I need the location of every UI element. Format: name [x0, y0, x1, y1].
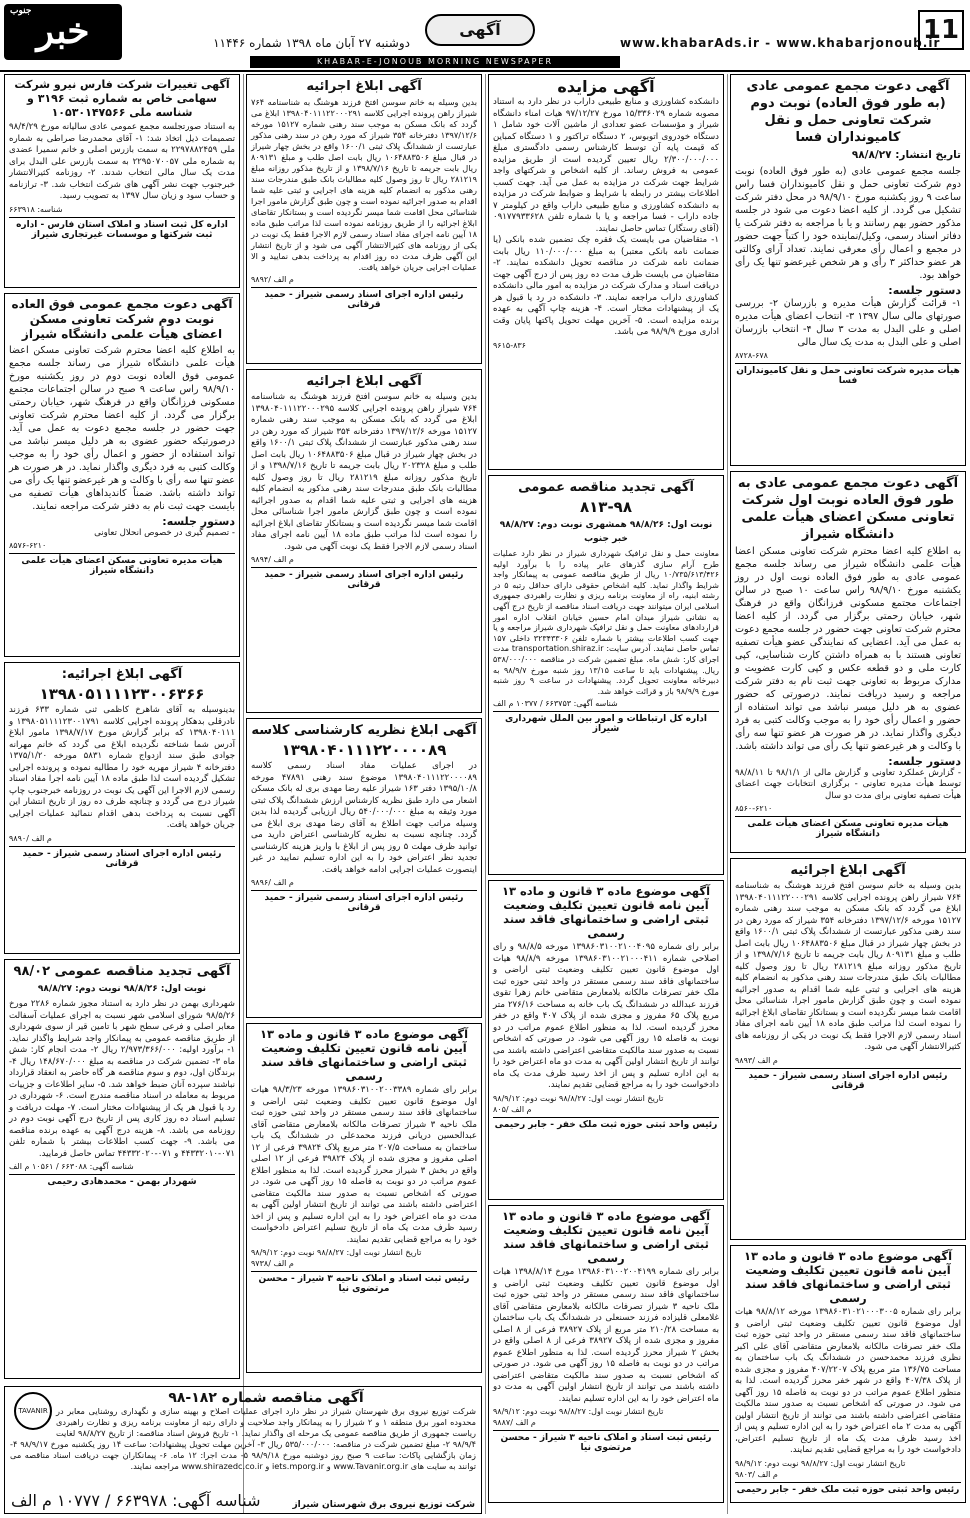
ad-body: شهرداری بهمن در نظر دارد به استناد مجوز شماره ۲۲۸۶ مورخ ۹۸/۵/۲۶ شورای اسلامی شهر نسبت به اجرای عملیات آسفالت معابر اصلی و فرعی سطح شهر با تامین قیر از سوی شهرداری از طریق مناقصه عمومی به پیمانکار واجد شرایط واگذار نماید. ۱- برآورد اولیه: ۲/۹۷۳/۳۶۶/۰۰۰ ریال ۲- مدت انجام کار: شش ماه ۳- تضمین شرکت در مناقصه به مبلغ ۱۴۸/۶۷۰/۰۰۰ ریال ۴- برندگان اول، دوم و سوم مناقصه هر گاه حاضر به انعقاد قرارداد نباشند سپرده آنان ضبط خواهد شد. ۵- سایر اطلاعات و جزییات مربوط به معامله در اسناد مناقصه مندرج است. ۶- شهرداری در رد یا قبول هر یک از پیشنهادات مختار است. ۷- مهلت دریافت و تسلیم اسناد ده روز کاری پس از تاریخ درج آگهی نوبت دوم در روزنامه می باشد. ۸- هزینه درج آگهی به عهده برنده مناقصه می باشد. ۹- جهت کسب اطلاعات بیشتر با شماره تلفن ۰۷۱-۴۴۳۳۲۰۱۰ و ۰۷۱-۴۴۳۳۲۰۲۰ تماس حاصل فرمایید.: [9, 999, 236, 1159]
ad-date: تاریخ انتشار: ۹۸/۸/۲۷: [851, 149, 961, 161]
ad-code: ۸۷۲۸-۶۷۸: [735, 350, 768, 360]
ad-property-registration: [488, 1205, 724, 1503]
ad-title: آگهی ابلاغ نظریه کارشناسی کلاسه: [251, 723, 477, 738]
column-3: [488, 74, 724, 1514]
ad-code: ۹۸۹۲/ م الف: [251, 275, 294, 284]
ad-expert-opinion: [246, 718, 482, 1018]
ad-code: ۹۸۰۳/ م الف: [735, 1469, 778, 1479]
ad-body: به اطلاع کلیه اعضا محترم شرکت تعاونی مسکن اعضا هیأت علمی دانشگاه شیراز می رساند جلسه مجمع عمومی عادی به طور فوق العاده نوبت اول در روز یکشنبه مورخ ۹۸/۹/۱۰ راس ساعت ۱۰ صبح در سالن اجتماعات مجتمع مسکونی فرزانگان واقع در فرهنگ شهر، خیابان رحمتی برگزار می گردد. از کلیه اعضا محترم شرکت تعاونی جهت حضور در جلسه مجمع دعوت به عمل می آید. اعضایی که نمایندگی عضو هیأت تصفیه تعاونی هستند با به همراه داشتن کارت شناسایی، کپی کارت ملی و دو قطعه عکس و کپی کارت عضویت و مدارک مربوط به تعاونی جهت ثبت نام به دفتر شرکت مراجعه و رسید دریافت نمایند. درصورتی که حضور عضوی به هر دلیل میسر نباشد می تواند استفاده از حضور و اعمال رأی خود را به موجب وکالت کتبی به فرد دیگری واگذار نماید. در هر صورت هر عضو تنها سه رأی با وکالت و هر غیرعضو تنها یک رأی می تواند داشته باشد.: [735, 546, 962, 752]
header-divider: [0, 70, 970, 72]
website-urls[interactable]: www.khabarAds.ir - www.khabarjonoub.ir: [620, 36, 941, 50]
ad-body: به استناد صورتجلسه مجمع عمومی عادی سالیانه مورخ ۹۸/۴/۲۹ تصمیمات ذیل اتخاذ شد: ۱- آقای محمدرضا صراطی به شماره ملی ۲۲۹۷۸۸۲۴۵۹ به سمت بازرس اصلی و خانم سمیرا عضدی به شماره ملی ۲۲۹۵۰۷۰۰۵۷ به سمت بازرس علی البدل برای مدت یک سال مالی انتخاب شدند. ۲- روزنامه کثیرالانتشار خبرجنوب جهت نشر آگهی های شرکت انتخاب شد. ۳- ترازنامه و حساب سود و زیان سال ۱۳۹۷ به تصویب رسید.: [9, 122, 235, 201]
ad-title: آگهی دعوت مجمع عمومی فوق العاده نوبت دوم شرکت تعاونی مسکن اعضای هیأت علمی دانشگاه شیراز: [11, 297, 233, 341]
column-4: [730, 74, 966, 1514]
issue-date-line: دوشنبه ۲۷ آبان ماه ۱۳۹۸ شماره ۱۱۴۴۶: [213, 36, 410, 50]
ad-signature: هیأت مدیره تعاونی مسکن اعضای هیأت علمی دانشگاه شیراز: [735, 816, 961, 839]
ad-signature: رئیس واحد ثبتی حوزه ثبت ملک خفر - جابر رحیمی: [735, 1482, 961, 1495]
tavanir-logo: TAVANIR: [14, 1392, 52, 1430]
ad-code: ۹۸۹۴/ م الف: [251, 555, 294, 564]
ad-code: ۹۸۹۳/ م الف: [735, 1055, 778, 1065]
ad-tender-renewal: [488, 475, 724, 875]
logo-text: خبر: [36, 10, 90, 52]
newspaper-subtitle: KHABAR-E-JONOUB MORNING NEWSPAPER: [250, 56, 620, 68]
ad-code: شناسه آگهی: ۶۶۳۹۷۸ / ۱۰۷۷۷ م الف: [11, 1491, 261, 1510]
ad-code: ۹۸۸۷/ م الف: [493, 1418, 536, 1427]
ad-title: آگهی موضوع ماده ۳ قانون و ماده ۱۳ آیین نامه قانون تعیین تکلیف وضعیت ثبتی اراضی و ساختمانهای فاقد سند رسمی: [501, 1209, 711, 1265]
ad-title: آگهی ابلاغ اجرائیه: [306, 79, 422, 94]
agenda-body: ۱- قرائت گزارش هیأت مدیره و بازرسان ۲- بررسی صورتهای مالی سال ۱۳۹۷ ۳- انتخاب اعضای هیأت مدیره اصلی و علی البدل به مدت ۳ سال ۴- انتخاب بازرسان اصلی و علی البدل به مدت یک سال مالی: [735, 297, 961, 348]
ad-code: ۹۷۳۸/ م الف: [251, 1259, 294, 1268]
column-2: [246, 74, 482, 1382]
ad-conditions: ۱- متقاضیان می بایست یک فقره چک تضمین شده بانکی (یا ضمانت نامه بانکی معتبر) به مبلغ ۱۱۰/۰۰۰/۰۰۰ ریال بابت ضمانت نامه شرکت در مناقصه تحویل دانشکده نمایند. ۲- متقاضیان می بایست ظرف مدت ده روز پس از درج آگهی جهت دریافت اسناد و مدارک شرکت در مزایده به امور مالی دانشکده کشاورزی داراب مراجعه نمایند. ۳- دانشکده در رد یا قبول هر یک از پیشنهادات مختار است. ۴- هزینه چاپ آگهی به عهده برنده مزایده است. ۵- آخرین مهلت تحویل پاکتها پایان وقت اداری مورخ ۹۸/۹/۹ می باشد.: [493, 235, 719, 337]
ad-dates: نوبت اول: ۹۸/۸/۲۶ نوبت دوم: ۹۸/۸/۲۷: [37, 984, 207, 994]
ad-code: ۹۶۱۵-۸۳۶: [493, 340, 526, 350]
ad-title: آگهی دعوت مجمع عمومی عادی (به طور فوق العاده) نوبت دوم شرکت تعاونی حمل و نقل کامیونداران فسا: [746, 79, 950, 145]
ad-title: آگهی ابلاغ اجرائیه:: [61, 667, 183, 682]
column-divider: [485, 74, 486, 1514]
ad-execution-notice: [246, 74, 482, 364]
newspaper-header: [0, 0, 970, 72]
ad-code: شناسه: ۶۶۳۹۱۸: [9, 204, 63, 214]
ad-title: آگهی موضوع ماده ۳ قانون و ماده ۱۳ آیین نامه قانون تعیین تکلیف وضعیت ثبتی اراضی و ساختمانهای فاقد سند رسمی: [259, 1027, 469, 1083]
column-1: [4, 74, 240, 1382]
ad-extraordinary-assembly: [4, 293, 240, 657]
ad-dates: نوبت اول: ۹۸/۸/۲۶ همشهری نوبت دوم: ۹۸/۸/۲۷ خبر جنوب: [499, 520, 713, 544]
ad-signature: رئیس ثبت اسناد و املاک ناحیه ۳ شیراز - محسن مرتضوی نیا: [251, 1271, 477, 1294]
column-divider: [727, 74, 728, 1514]
agenda-title: دستور جلسه:: [888, 284, 961, 297]
ad-code: شناسه آگهی: ۶۶۳۰۸۸ / ۱۰۵۶۱ م الف: [9, 1162, 134, 1171]
ad-code: شناسه آگهی: ۶۶۳۷۵۳ / ۱۰۳۷۷ م الف: [493, 699, 618, 709]
ad-title: آگهی موضوع ماده ۳ قانون و ماده ۱۳ آیین نامه قانون تعیین تکلیف وضعیت ثبتی اراضی و ساختمانهای فاقد سند رسمی: [743, 1249, 953, 1305]
ad-title: آگهی تجدید مناقصه عمومی: [518, 480, 694, 495]
tender-number: ۸۱۳-۹۸: [579, 498, 632, 516]
agenda-title: دستور جلسه:: [888, 755, 961, 768]
ad-body: برابر رای شماره ۱۳۹۸۶۰۳۱۰۰۲۰۰۴۱۹۹ مورخ ۱۳۹۸/۸/۱۴ هیات اول موضوع قانون تعیین تکلیف وضعیت ثبتی اراضی و ساختمانهای فاقد سند رسمی مستقر در واحد ثبتی حوزه ثبت ملک ناحیه ۳ شیراز تصرفات مالکانه بلامعارض متقاضی آقای غلامعلی قلیزاده فرزند حسنعلی در ششدانگ یک باب ساختمان به مساحت ۲۱۰/۲۸ متر مربع از پلاک ۳۸۹۲۷ فرعی از ۸ اصلی مفروز و مجزی شده از پلاک ۳۸۹۲۷ فرعی از ۸ اصلی واقع در بخش ۲ شیراز محرز گردیده است. لذا به منظور اطلاع عموم مراتب در دو نوبت به فاصله ۱۵ روز آگهی می شود. در صورتی که اشخاص نسبت به صدور سند مالکیت متقاضی اعتراضی داشته باشند می توانند از تاریخ انتشار اولین آگهی به مدت دو ماه اعتراض خود را به این اداره تسلیم نمایند.: [493, 1267, 720, 1404]
ad-body: بدینوسیله به آقای شاهرخ کاظمی ثنی شماره ۶۳۳ فرزند نادرقلی بدهکار پرونده اجرایی کلاسه ۱۳۹۸۰۵۱۱۱۱۲۳۰۰۱۷۹۱ و ۱۳۹۸۰۴۰۱۱۱ که برابر گزارش مورخ ۱۳۹۸/۷/۱۷ مامور ابلاغ آدرس شما شناخته نگردیده ابلاغ می گردد که خانم مهرانه جوادی طبق سند ازدواج شماره ۵۸۳۱ مورخه ۱۳۷۵/۱/۲۰ دفترخانه ۴ شیراز مهریه خود را مطالبه نموده و پرونده اجرایی تشکیل گردیده است لذا طبق ماده ۱۸ آیین نامه اجرا مفاد اسناد رسمی لازم الاجرا این آگهی یک نوبت در روزنامه خبرجنوب چاپ شیراز درج می گردد و چنانچه ظرف ده روز از تاریخ انتشار این آگهی نسبت به پرداخت بدهی اقدام ننمائید عملیات اجرایی جریان خواهد یافت.: [9, 705, 236, 830]
ad-electricity-tender: [4, 1386, 482, 1514]
ad-title: آگهی تجدید مناقصه عمومی ۹۸/۰۲: [13, 964, 231, 979]
logo-subtext: جنوب: [10, 6, 32, 16]
case-number: ۱۳۹۸۰۵۱۱۱۱۲۳۰۰۶۳۶۶: [39, 685, 205, 703]
ad-signature: اداره کل ثبت اسناد و املاک استان فارس - اداره ثبت شرکتها و موسسات غیرتجاری شیراز: [9, 217, 235, 240]
ad-company-changes: [4, 74, 240, 288]
ad-title: آگهی مناقصه شماره ۱۸۲-۹۸: [168, 1390, 364, 1406]
section-badge: آگهی: [425, 14, 535, 46]
ad-body: دانشکده کشاورزی و منابع طبیعی داراب در نظر دارد به استناد مصوبه شماره ۱۵/۳۳۶۰۲۹ مورخ ۹۷/۱۲/۲۷ هیات امناء دانشگاه شیراز و مؤسسات عضو تعدادی از ماشین آلات خود شامل ۱ دستگاه خودروی اتوبوس، ۲ دستگاه تراکتور و ۱ دستگاه کمباین که قیمت پایه آن توسط کارشناس رسمی دادگستری مبلغ ۲/۳۰۰/۰۰۰/۰۰۰ ریال تعیین گردیده است از طریق مزایده عمومی به فروش رساند. از کلیه اشخاص و شرکتهای واجد شرایط جهت شرکت در مزایده به عمل می آید. جهت کسب اطلاعات بیشتر در رابطه با شرایط و ضوابط شرکت در مزایده به دانشکده کشاورزی و منابع طبیعی داراب واقع در کیلومتر ۷ جاده داراب - فسا مراجعه و یا با شماره تلفن ۰۹۱۷۷۹۳۳۶۲۸ (آقای رستگار) تماس حاصل نمایند.: [493, 97, 719, 234]
ad-signature: رئیس ثبت اسناد و املاک ناحیه ۳ شیراز - محسن مرتضوی نیا: [493, 1430, 719, 1453]
ad-signature: شهردار بهمن - محمدهادی رحیمی: [9, 1174, 235, 1187]
ad-body: بدین وسیله به خانم سوسن افتخ فرزند هوشنگ به شناسنامه ۷۶۴ شیراز راهن پرونده اجرایی کلاسه ۱۳۹۸۰۴۰۱۱۱۲۲۰۰۰۲۹۱ ابلاغ می گردد که بانک مسکن به موجب سند رهنی شماره ۱۵۱۲۷ مورخه ۱۳۹۷/۱۲/۶ دفترخانه ۳۵۴ شیراز که مورد رهن در سند رهنی مذکور عبارتست از ششدانگ پلاک ثبتی ۱۶۰۰/۱ واقع در بخش چهار شیراز در قبال مبلغ ۱۰۶۴۸۸۳۵۰۶ ریال بابت اصل طلب و مبلغ ۸۰۹۱۳۱ ریال بابت جریمه تا تاریخ ۱۳۹۸/۷/۱۶ و از تاریخ مذکور روزانه مبلغ ۲۸۱۲۱۹ ریال تا روز وصول کلیه مطالبات بانک طبق مندرجات سند رهنی مذکور به انضمام کلیه هزینه های اجرایی و ثبتی علیه شما اقدام به صدور اجرائیه نموده است و چون طبق گزارش مامور اجرا شناسائی محل اقامت شما میسر نگردیده است و بستانکار تقاضای ابلاغ اجرائیه را از طریق روزنامه نموده است لذا مراتب طبق ماده ۱۸ آیین نامه اجرای مفاد اسناد رسمی لازم الاجرا فقط یک نوبت در یکی از روزنامه های کثیرالانتشار آگهی می شود و از تاریخ انتشار این آگهی ظرف مدت ده روز اقدام به پرداخت بدهی نمایید و الا عملیات اجرایی جریان خواهد یافت.: [251, 97, 478, 272]
ad-title: آگهی تغییرات شرکت فارس نیرو شرکت سهامی خاص به شماره ثبت ۳۱۹۶ و شناسه ملی ۱۰۵۳۰۱۴۷۵۶۶: [14, 78, 230, 119]
ad-body: جلسه مجمع عمومی عادی (به طور فوق العاده) نوبت دوم شرکت تعاونی حمل و نقل کامیونداران فسا راس ساعت ۹ روز یکشنبه مورخ ۹۸/۹/۱۰ در محل دفتر شرکت تشکیل می گردد. از کلیه اعضا دعوت می شود در جلسه مذکور حضور بهم رسانند و یا با مراجعه به دفتر شرکت یا دفاتر اسناد رسمی، وکیل/نماینده خود را کتباً جهت حضور در مجمع و اعمال رأی معرفی نمایند. تعداد آرای وکالتی هر عضو حداکثر ۳ رأی و هر شخص غیرعضو تنها یک رأی خواهد بود.: [735, 166, 962, 281]
ad-signature: رئیس اداره اجرای اسناد رسمی شیراز - حمید قرقانی: [9, 846, 235, 869]
ad-title: آگهی دعوت مجمع عمومی عادی به طور فوق العاده نوبت اول شرکت تعاونی مسکن اعضای هیأت علمی دانشگاه شیراز: [737, 476, 959, 542]
ad-assembly-invitation-fasa: [730, 74, 966, 466]
ad-body: برابر رای شماره ۱۳۹۸۶۰۳۱۰۰۲۰۰۳۳۸۹ مورخه ۹۸/۳/۲۳ هیات اول موضوع قانون تعیین تکلیف وضعیت ثبتی اراضی و ساختمانهای فاقد سند رسمی مستقر در واحد ثبتی حوزه ثبت ملک ناحیه ۳ شیراز تصرفات مالکانه بلامعارض متقاضی آقای عبدالحسین دریانی فرزند محمدعلی در ششدانگ یک باب ساختمان به مساحت ۲۰۷/۵ متر مربع پلاک ۳۹۸۲۴ فرعی از ۱۲ اصلی مفروز و مجزی شده از پلاک ۳۹۸۲۴ فرعی از ۱۲ اصلی واقع در بخش ۳ شیراز محرز گردیده است. لذا به منظور اطلاع عموم مراتب در دو نوبت به فاصله ۱۵ روز آگهی می شود. در صورتی که اشخاص نسبت به صدور سند مالکیت متقاضی اعتراضی داشته باشند می توانند از تاریخ انتشار اولین آگهی به مدت دو ماه اعتراض خود را به این اداره تسلیم و پس از اخذ رسید ظرف مدت یک ماه از تاریخ تسلیم اعتراض دادخواست خود را به مراجع قضایی تقدیم نمایند.: [251, 1085, 478, 1245]
ad-title: آگهی ابلاغ اجرائیه: [790, 863, 906, 878]
ad-signature: شرکت توزیع نیروی برق شهرستان شیراز: [292, 1500, 475, 1510]
ad-dates: تاریخ انتشار نوبت اول: ۹۸/۸/۲۷ نوبت دوم: ۹۸/۹/۱۲: [735, 1458, 906, 1468]
case-number: ۱۳۹۸۰۴۰۱۱۱۲۲۰۰۰۰۸۹: [281, 741, 447, 759]
column-divider: [243, 74, 244, 1514]
ad-auction: [488, 74, 724, 470]
ad-code: ۸۰۵/ م الف: [493, 1104, 532, 1114]
ad-signature: رئیس اداره اجرای اسناد رسمی شیراز - حمید قرقانی: [251, 567, 477, 590]
ad-code: ۸۵۶۰-۶۲۱۰: [735, 804, 773, 813]
ad-body: معاونت حمل و نقل ترافیک شهرداری شیراز در نظر دارد عملیات طرح آرام سازی گذرهای عابر پیاده را با برآورد اولیه ۱۰/۷۳۵/۶۱۳/۴۲۶ ریال از طریق مناقصه عمومی به پیمانکار واجد شرایط واگذار نماید. کلیه اشخاص حقوقی دارای حداقل رتبه ۵ در رشته ابنیه، راه از معاونت برنامه ریزی و نظارت راهبردی جمهوری اسلامی ایران میتوانند جهت دریافت اسناد مناقصه از تاریخ درج آگهی به نشانی شیراز میدان امام حسین خیابان انقلاب اداره امور قراردادهای معاونت حمل و نقل ترافیک شهرداری شیراز مراجعه و یا جهت کسب اطلاعات بیشتر با شماره تلفن ۳۲۳۴۳۳۰۶ داخلی ۱۵۷ تماس حاصل نمایند. آدرس سایت: transportation.shiraz.ir مدت اجرای کار: شش ماه. مبلغ تضمین شرکت در مناقصه ۵۳۸/۰۰۰/۰۰۰ ریال. پیشنهادات باید تا ساعت ۱۳/۱۵ روز شنبه مورخ ۹۸/۹/۷ به دبیرخانه معاونت تحویل گردد. پیشنهادات در ساعت ۹ روز شنبه مورخ ۹۸/۹/۹ باز و قرائت خواهد شد.: [493, 549, 720, 696]
ad-signature: هیأت مدیره تعاونی مسکن اعضای هیأت علمی دانشگاه شیراز: [9, 553, 235, 576]
ad-body: در اجرای عملیات مفاد اسناد رسمی کلاسه ۱۳۹۸۰۴۰۱۱۱۲۲۰۰۰۰۸۹ موضوع سند رهنی ۴۷۸۹۱ مورخه ۱۳۹۵/۱۰/۸ دفتر ۱۶۳ شیراز علیه رضا مهدی بری له بانک مسکن اشعار می دارد طبق نظریه کارشناس ارزش ششدانگ پلاک ثبتی مورد وثیقه به مبلغ ۵۴۰/۰۰۰/۰۰۰ ریال ارزیابی گردیده لذا بدین وسیله مراتب جهت اطلاع به آقای رضا مهدی بری ابلاغ می گردد. چنانچه نسبت به نظریه کارشناسی اعتراض دارید می توانید ظرف مهلت ۵ روز پس از ابلاغ با واریز هزینه کارشناسی تجدید نظر اعتراض خود را به این اداره تسلیم نمایید در غیر اینصورت عملیات اجرایی ادامه خواهد یافت.: [251, 761, 478, 875]
newspaper-logo: [4, 4, 122, 60]
agenda-title: دستور جلسه:: [162, 515, 235, 528]
ad-assembly-invitation-housing: [730, 471, 966, 853]
ad-dates: تاریخ انتشار نوبت اول: ۹۸/۸/۲۷ نوبت دوم: ۹۸/۹/۱۲: [251, 1248, 422, 1257]
page-number: 11: [918, 10, 964, 50]
agenda-body: - تصمیم گیری در خصوص انحلال تعاونی: [94, 527, 235, 538]
ad-signature: اداره کل ارتباطات و امور بین الملل شهرداری شیراز: [493, 711, 719, 734]
ad-execution-notice: [4, 662, 240, 954]
ad-property-registration: [488, 880, 724, 1200]
ad-signature: رئیس واحد ثبتی حوزه ثبت ملک خفر - جابر رحیمی: [493, 1117, 719, 1130]
ad-property-registration: [730, 1245, 966, 1503]
agenda-body: - گزارش عملکرد تعاونی و گزارش مالی از ۹۸/۱/۱ تا ۹۸/۸/۱۱ توسط هیأت مدیره تعاونی - برگزاری انتخابات جهت اعضای هیأت تصفیه تعاونی برای مدت دو سال: [735, 767, 962, 801]
ad-title: آگهی موضوع ماده ۳ قانون و ماده ۱۳ آیین نامه قانون تعیین تکلیف وضعیت ثبتی اراضی و ساختمانهای فاقد سند رسمی: [501, 884, 711, 940]
ad-code: ۸۵۷۶-۶۲۱۰: [9, 541, 47, 550]
ad-execution-notice: [246, 369, 482, 713]
ad-title: آگهی مزایده: [557, 77, 655, 96]
ad-body: برابر رای شماره ۱۳۹۸۶۰۳۱۰۲۱۰۰۰۳۰۰۵ مورخه ۹۸/۸/۱۲ هیات اول موضوع قانون تعیین تکلیف وضعیت ثبتی اراضی و ساختمانهای فاقد سند رسمی مستقر در واحد ثبتی حوزه ثبت ملک خفر تصرفات مالکانه بلامعارض متقاضی آقای علی اکبر نظری فرزند محمدحسن در ششدانگ یک باب ساختمان به مساحت ۱۳۶/۷۵ متر مربع پلاک ۴۰۷/۲۲۰۷ مفروز و مجزی شده از پلاک ۴۰۷/۳۸ واقع در شهر خفر محرز گردیده است. لذا به منظور اطلاع عموم مراتب در دو نوبت به فاصله ۱۵ روز آگهی می شود. در صورتی که اشخاص نسبت به صدور سند مالکیت متقاضی اعتراضی داشته باشند می توانند از تاریخ انتشار اولین آگهی به مدت ۲ ماه اعتراض خود را به این اداره تسلیم و پس از اخذ رسید ظرف مدت یک ماه از تاریخ تسلیم اعتراض، دادخواست خود را به مراجع قضایی تقدیم نمایند.: [735, 1307, 962, 1455]
ad-signature: رئیس اداره اجرای اسناد رسمی شیراز - حمید قرقانی: [251, 287, 477, 310]
ad-signature: رئیس اداره اجرای اسناد رسمی شیراز - حمید قرقانی: [251, 890, 477, 913]
ad-dates: تاریخ انتشار نوبت اول: ۹۸/۸/۲۷ نوبت دوم: ۹۸/۹/۱۲: [493, 1093, 664, 1103]
ad-body: بدین وسیله به خانم سوسن افتخ فرزند هوشنگ به شناسنامه ۷۶۴ شیراز راهن پرونده اجرایی کلاسه ۱۳۹۸۰۴۰۱۱۱۲۲۰۰۰۲۹۱ ابلاغ می گردد که بانک مسکن به موجب سند رهنی شماره ۱۵۱۲۷ مورخه ۱۳۹۷/۱۲/۶ دفترخانه ۳۵۴ شیراز که مورد رهن در سند رهنی مذکور عبارتست از ششدانگ پلاک ثبتی ۱۶۰۰/۱ واقع در بخش چهار شیراز در قبال مبلغ ۱۰۶۴۸۸۳۵۰۶ ریال بابت اصل طلب و مبلغ ۸۰۹۱۳۱ ریال بابت جریمه تا تاریخ ۱۳۹۸/۷/۱۶ و از تاریخ مذکور روزانه مبلغ ۲۸۱۲۱۹ ریال تا روز وصول کلیه مطالبات بانک طبق مندرجات سند رهنی مذکور به انضمام کلیه هزینه های اجرایی و ثبتی علیه شما اقدام به صدور اجرائیه نموده است و چون طبق گزارش مامور اجرا، شناسائی محل اقامت شما میسر نگردیده است و بستانکار تقاضای ابلاغ اجرائیه را نموده است لذا مراتب طبق ماده ۱۸ آیین نامه اجرای مفاد اسناد رسمی لازم الاجرا فقط یک نوبت در یکی از روزنامه های کثیرالانتشار آگهی می شود.: [735, 881, 962, 1052]
ad-signature: رئیس اداره اجرای اسناد رسمی شیراز - حمید قرقانی: [735, 1068, 961, 1091]
ad-execution-notice: [730, 858, 966, 1240]
ad-signature: هیأت مدیره شرکت تعاونی حمل و نقل کامیونداران فسا: [735, 363, 961, 386]
ad-body: شرکت توزیع نیروی برق شهرستان شیراز در نظر دارد اجرای عملیات اصلاح و بهینه سازی و نگهداری روشنایی معابر در محدوده امور برق منطقه ۱ و ۲ شیراز را به پیمانکار واجد صلاحیت و دارای رتبه از معاونت برنامه ریزی و نظارت راهبردی ریاست جمهوری از طریق مناقصه عمومی یک مرحله ای واگذار نماید. ۱- تاریخ فروش اسناد مناقصه: از تاریخ ۹۸/۸/۲۷ لغایت ۹۸/۹/۴ ۲- مبلغ تضمین شرکت در مناقصه: ۵۳۵/۰۰۰/۰۰۰ ریال ۳- آخرین مهلت تحویل پیشنهادات: ساعت ۱۴ روز یکشنبه مورخ ۹۸/۹/۱۷ ۴- زمان بازگشایی پاکات: ساعت ۹ صبح روز دوشنبه مورخ ۹۸/۹/۱۸ ۵- مدت اجرا: ۱۲ ماه. ۶- پیمانکاران جهت دریافت اسناد مناقصه می توانند به سایت های www.Tavanir.org.ir و iets.mporg.ir و www.shirazedc.co.ir مراجعه نمایند.: [10, 1406, 477, 1471]
ad-body: به اطلاع کلیه اعضا محترم شرکت تعاونی مسکن اعضا هیأت علمی دانشگاه شیراز می رساند جلسه مجمع عمومی فوق العاده نوبت دوم در روز یکشنبه مورخ ۹۸/۹/۱۰ راس ساعت ۹ صبح در سالن اجتماعات مجتمع مسکونی فرزانگان واقع در فرهنگ شهر، خیابان رحمتی برگزار می گردد. از کلیه اعضا محترم شرکت تعاونی جهت حضور در جلسه مجمع دعوت به عمل می آید. درصورتیکه حضور عضوی به هر دلیل میسر نباشد می تواند استفاده از حضور و اعمال رأی خود را به موجب وکالت کتبی به فرد دیگری واگذار نماید. در هر صورت هر عضو تنها سه رأی با وکالت و هر غیرعضو تنها یک رأی می تواند داشته باشد. ضمناً کاندیداهای هیأت تصفیه می بایست جهت ثبت نام به دفتر شرکت مراجعه نمایند.: [9, 345, 235, 512]
ad-body: بدین وسیله به خانم سوسن افتخ فرزند هوشنگ به شناسنامه ۷۶۴ شیراز راهن پرونده اجرایی کلاسه ۱۳۹۸۰۴۰۱۱۱۲۲۰۰۰۲۹۵ ابلاغ می گردد که بانک مسکن به موجب سند رهنی شماره ۱۵۱۲۷ مورخه ۱۳۹۷/۱۲/۶ دفترخانه ۳۵۴ شیراز که مورد رهن در سند رهنی مذکور عبارتست از ششدانگ پلاک ثبتی ۱۶۰۰/۱ واقع در بخش چهار شیراز در قبال مبلغ ۱۰۶۴۸۸۳۵۰۶ ریال بابت اصل طلب و مبلغ ۲۰۲۳۲۸ ریال بابت جریمه تا تاریخ ۱۳۹۸/۷/۱۶ و از تاریخ مذکور روزانه مبلغ ۲۸۱۲۱۹ ریال تا روز وصول کلیه مطالبات بانک طبق مندرجات سند رهنی مذکور به انضمام کلیه هزینه های اجرایی و ثبتی علیه شما اقدام به صدور اجرائیه نموده است و چون طبق گزارش مامور اجرا شناسائی محل اقامت شما میسر نگردیده است و بستانکار تقاضای ابلاغ اجرائیه را نموده است لذا مراتب طبق ماده ۱۸ آیین نامه اجرای مفاد اسناد رسمی لازم الاجرا فقط یک نوبت آگهی می شود.: [251, 392, 478, 552]
ad-property-registration: [246, 1023, 482, 1373]
ad-code: ۹۸۹۶/ م الف: [251, 878, 294, 887]
ad-body: برابر رای شماره ۱۳۹۸۶۰۳۱۰۰۲۱۰۰۴۰۹۵ مورخه ۹۸/۸/۵ و رای اصلاحی شماره ۱۳۹۸۶۰۳۱۰۰۲۱۰۰۰۴۱۱ مورخه ۹۸/۸/۹ هیات اول موضوع قانون تعیین تکلیف وضعیت ثبتی اراضی و ساختمانهای فاقد سند رسمی مستقر در واحد ثبتی حوزه ثبت ملک خفر تصرفات مالکانه بلامعارض متقاضی خانم زهرا تقوی فرزند عبدالله در ششدانگ یک باب خانه به مساحت ۲۷۶/۱۶ متر مربع پلاک ۶۵ مفروز و مجزی شده از پلاک ۴۰۷ واقع در خفر محرز گردیده است. لذا به منظور اطلاع عموم مراتب در دو نوبت به فاصله ۱۵ روز آگهی می شود. در صورتی که اشخاص نسبت به صدور سند مالکیت متقاضی اعتراضی داشته باشند می توانند از تاریخ انتشار اولین آگهی به مدت دو ماه اعتراض خود را به این اداره تسلیم و پس از اخذ رسید ظرف مدت یک ماه دادخواست خود را به مراجع قضایی تقدیم نمایند.: [493, 942, 719, 1090]
ad-code: ۹۸۹۰/ م الف: [9, 833, 52, 843]
ad-tender-bahman: [4, 959, 240, 1379]
ad-dates: تاریخ انتشار نوبت اول: ۹۸/۸/۲۷ نوبت دوم: ۹۸/۹/۱۲: [493, 1407, 664, 1416]
ad-title: آگهی ابلاغ اجرائیه: [306, 374, 422, 389]
